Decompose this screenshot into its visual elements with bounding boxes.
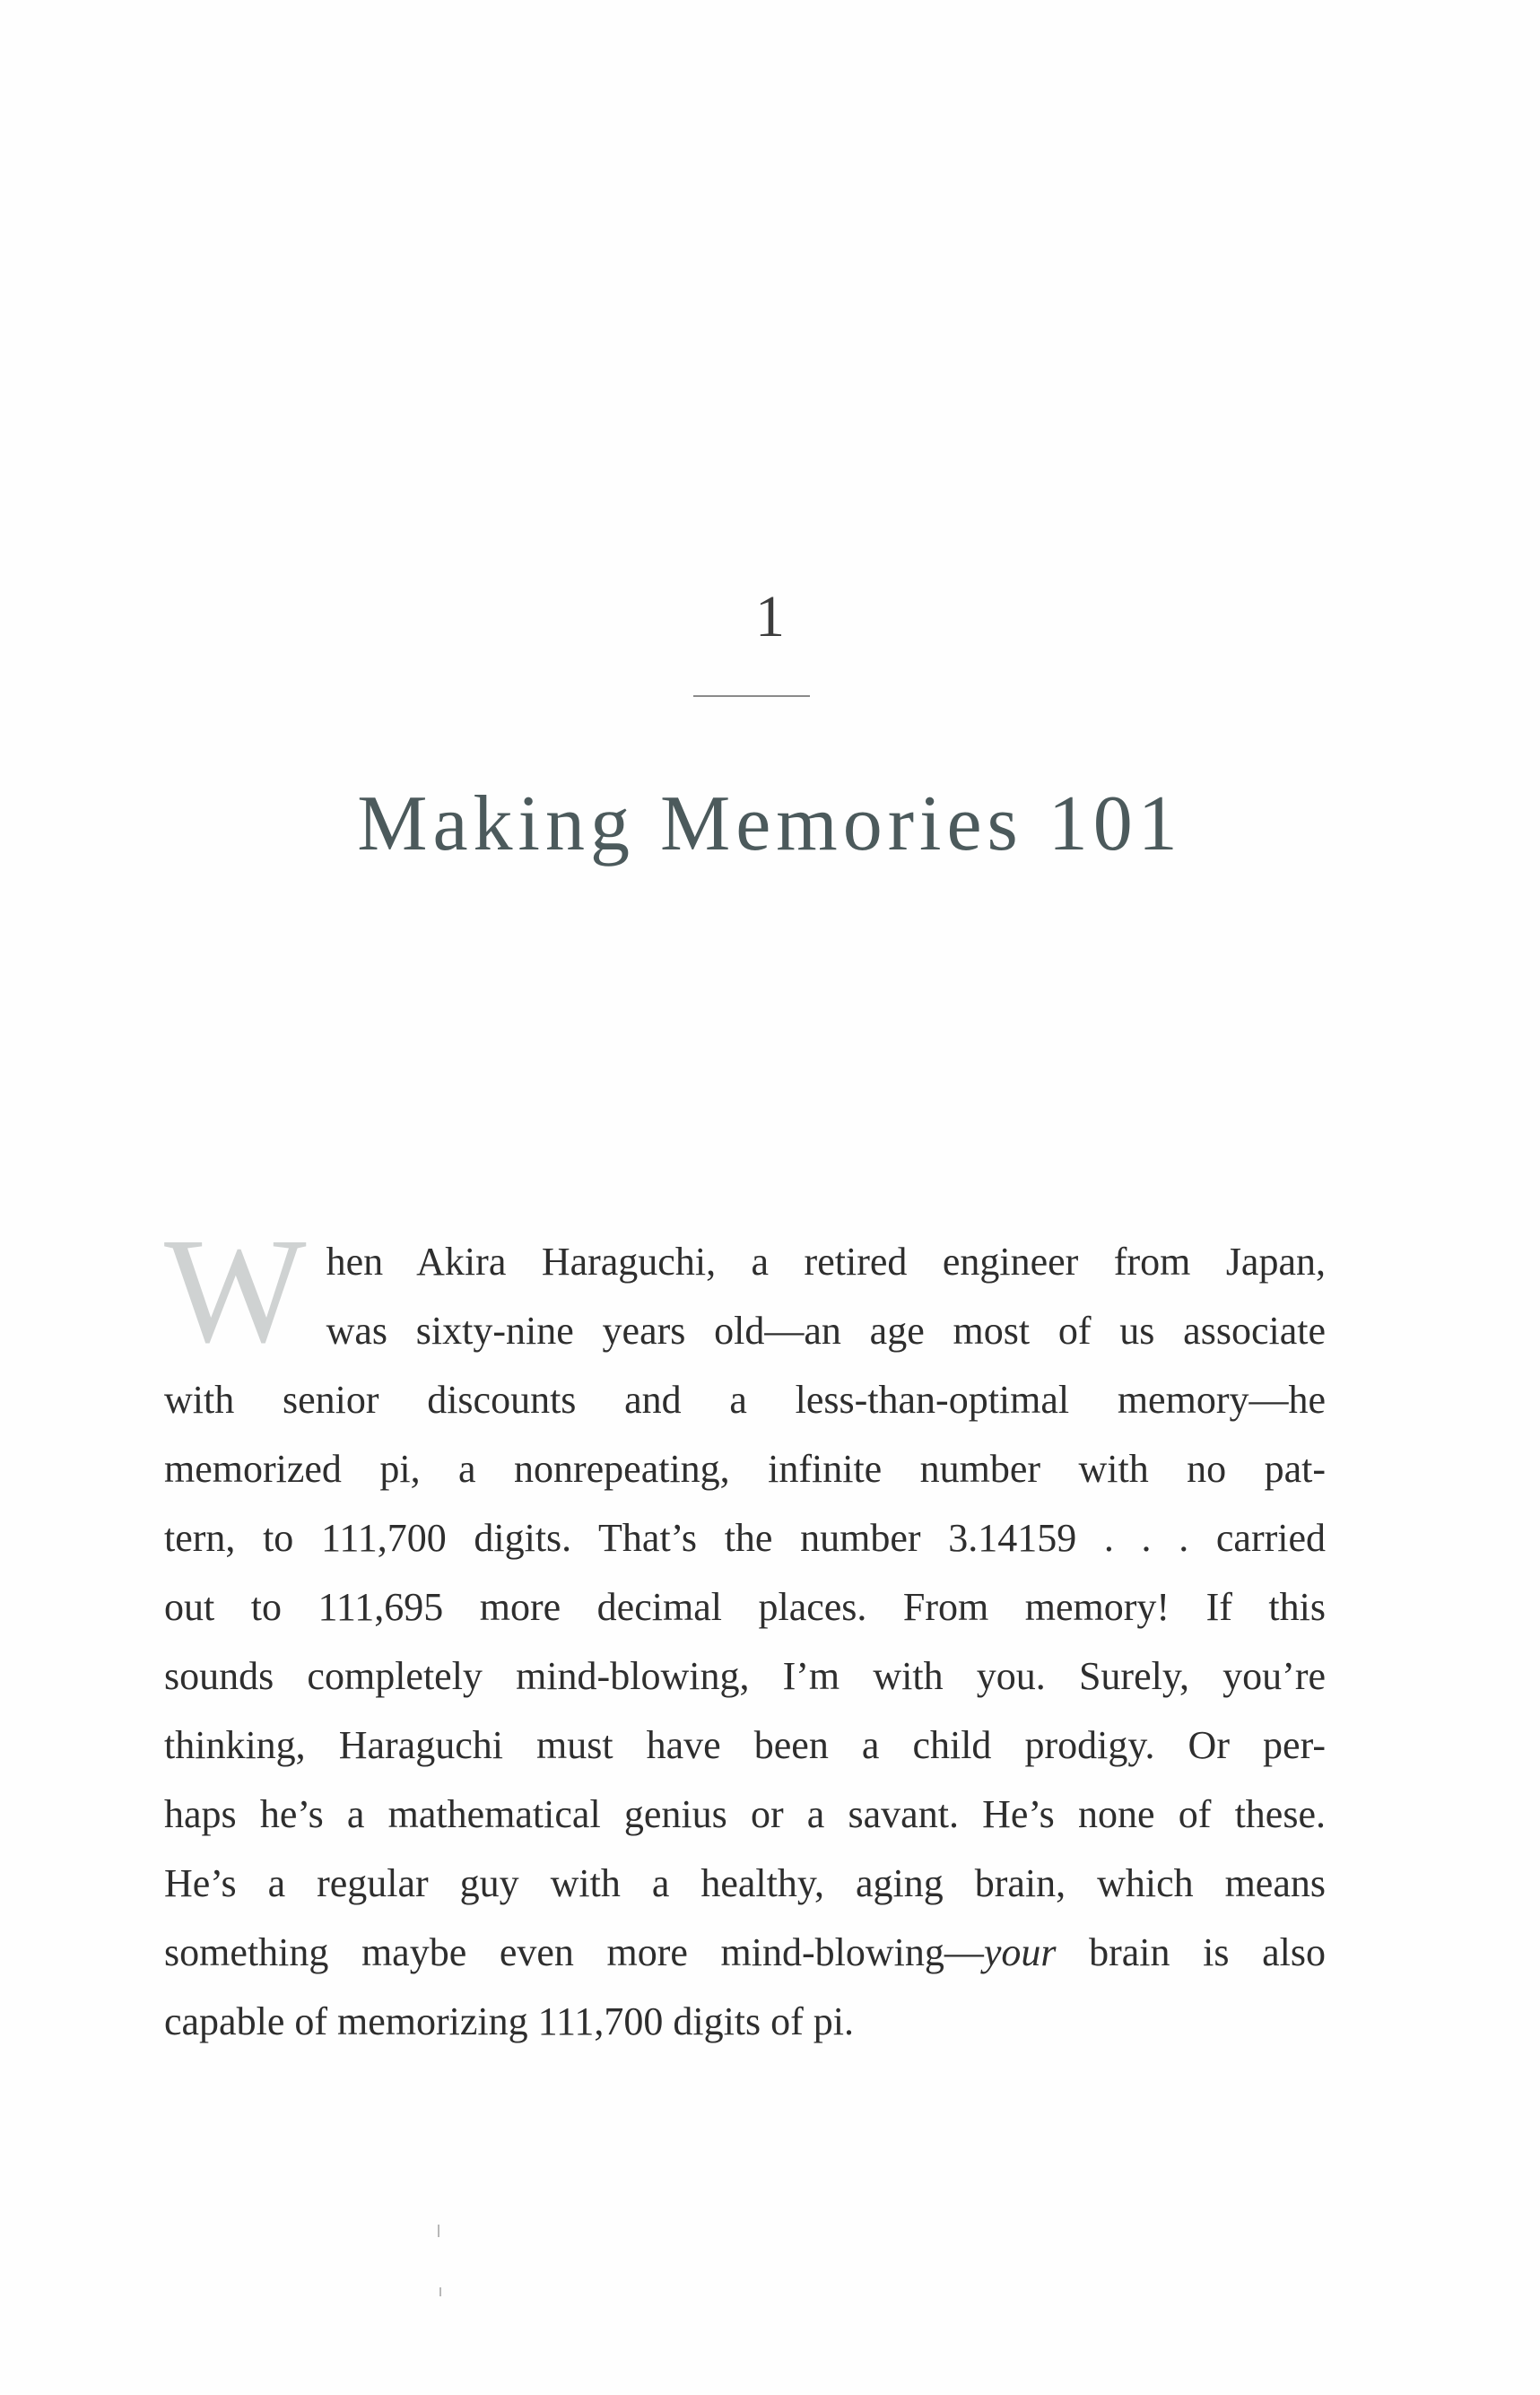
paragraph-line: with senior discounts and a less-than-optimal memory—he <box>164 1378 1326 1422</box>
chapter-divider <box>693 695 810 697</box>
paragraph-line: hen Akira Haraguchi, a retired engineer from Japan, <box>326 1240 1326 1284</box>
chapter-title: Making Memories 101 <box>357 780 1183 867</box>
paragraph-line: sounds completely mind-blowing, I’m with you. Surely, you’re <box>164 1654 1326 1698</box>
emphasized-word: your <box>983 1930 1057 1974</box>
paragraph-line-emphasis <box>164 1918 1326 1987</box>
paragraph-line: haps he’s a mathematical genius or a savant. He’s none of these. <box>164 1792 1326 1836</box>
scan-speck <box>438 2225 439 2237</box>
line-text: brain is also <box>1056 1930 1326 1974</box>
chapter-number: 1 <box>755 584 785 649</box>
paragraph-line: out to 111,695 more decimal places. From memory! If this <box>164 1585 1326 1629</box>
chapter-opening-paragraph <box>164 1207 1326 2056</box>
scan-speck <box>439 2287 441 2296</box>
drop-cap: W <box>164 1207 301 1374</box>
line-text: something maybe even more mind-blowing— <box>164 1930 984 1974</box>
paragraph-line: thinking, Haraguchi must have been a child prodigy. Or per- <box>164 1723 1326 1767</box>
paragraph-line: memorized pi, a nonrepeating, infinite number with no pat- <box>164 1447 1326 1491</box>
paragraph-line: tern, to 111,700 digits. That’s the number 3.14159 . . . carried <box>164 1516 1326 1560</box>
paragraph-line: He’s a regular guy with a healthy, aging brain, which means <box>164 1861 1326 1905</box>
paragraph-last-line: capable of memorizing 111,700 digits of pi. <box>164 1999 855 2043</box>
paragraph-line: was sixty-nine years old—an age most of us associate <box>326 1309 1326 1353</box>
